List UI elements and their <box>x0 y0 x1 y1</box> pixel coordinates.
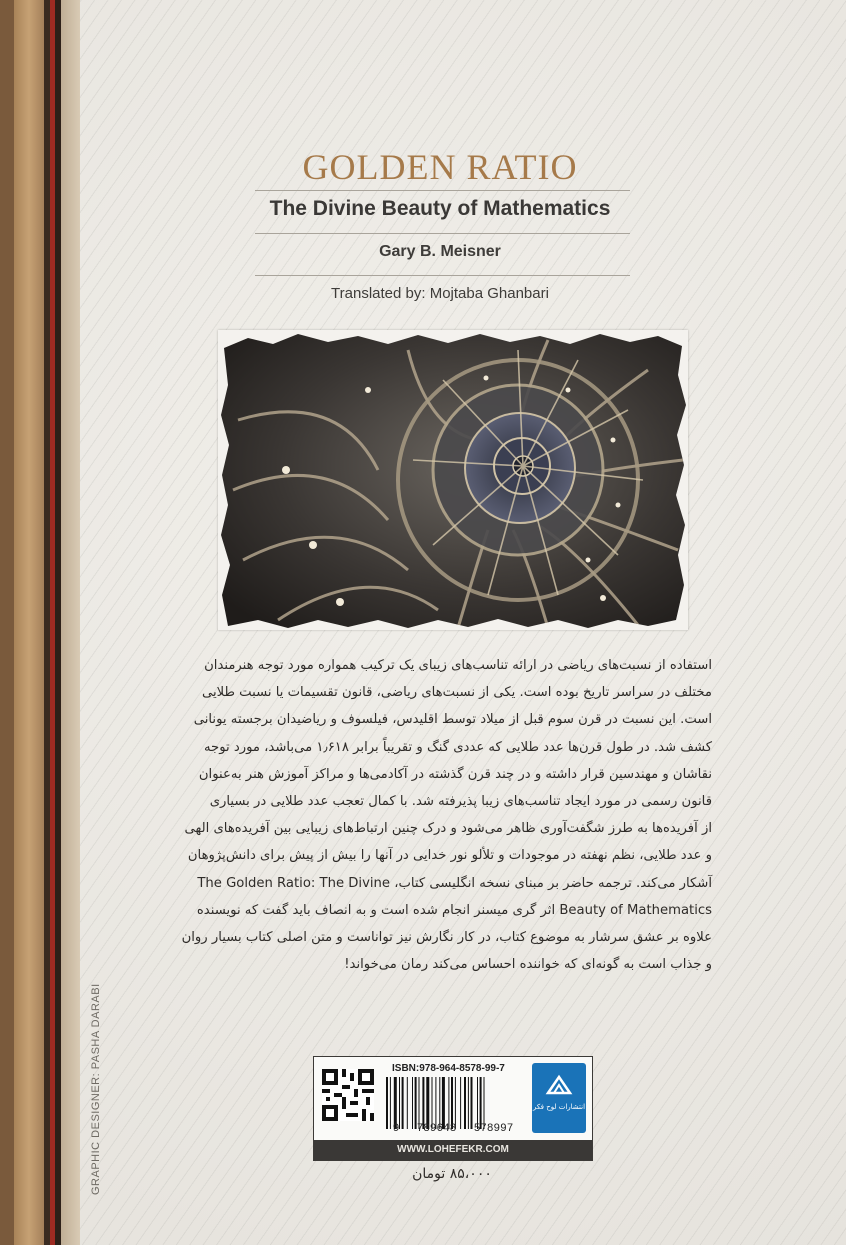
barcode-bar <box>412 1077 413 1129</box>
isbn-label: ISBN:978-964-8578-99-7 <box>392 1063 505 1074</box>
barcode-digit-group: 9 <box>392 1123 400 1135</box>
barcode-bar <box>468 1077 469 1129</box>
barcode-bar <box>407 1077 408 1129</box>
publisher-website: WWW.LOHEFEKR.COM <box>314 1140 592 1160</box>
nautilus-shell-image <box>218 330 688 630</box>
qr-code-icon <box>322 1069 374 1121</box>
description-line: استفاده از نسبت‌های ریاضی در ارائه تناسب‌های زیبای یک ترکیب همواره مورد توجه هنرمندان <box>204 658 712 673</box>
barcode-bar <box>399 1077 400 1129</box>
barcode-bar <box>422 1077 424 1129</box>
barcode-bar <box>448 1077 449 1129</box>
book-description <box>150 652 712 978</box>
barcode-number <box>384 1123 522 1135</box>
description-line: آشکار می‌کند. ترجمه حاضر بر مبنای نسخه انگلیسی کتاب، The Golden Ratio: The Divine <box>197 875 712 891</box>
barcode-bar <box>394 1077 397 1129</box>
barcode-digit-group: 789648 <box>416 1123 457 1135</box>
description-line: قانون رسمی در مورد ایجاد تناسب‌های زیبا پذیرفته شد. با کمال تعجب عدد طلایی در بسیاری <box>209 794 712 810</box>
barcode-digit-group: 578997 <box>473 1123 514 1135</box>
description-line: و جذاب است به گونه‌ای که خواننده احساس می‌کند رمان می‌خواند! <box>344 957 712 973</box>
barcode-bar <box>451 1077 453 1129</box>
book-subtitle: The Divine Beauty of Mathematics <box>269 197 611 220</box>
barcode-bar <box>390 1077 391 1129</box>
divider <box>255 190 630 191</box>
barcode-bar <box>386 1077 388 1129</box>
author-name: Gary B. Meisner <box>379 243 501 260</box>
book-spine <box>0 0 80 1245</box>
barcode-bar <box>402 1077 404 1129</box>
description-line: نقاشان و مهندسین قرار داشته و در چند قرن گذشته در آکادمی‌ها و مراکز آموزش هنر به‌عنوان <box>198 766 712 782</box>
description-line: است. این نسبت در قرن سوم قبل از میلاد توسط اقلیدس، فیلسوف و ریاضیدان برجسته یونانی <box>193 712 712 728</box>
barcode-bar <box>460 1077 461 1129</box>
barcode-bar <box>426 1077 429 1129</box>
barcode-bar <box>480 1077 482 1129</box>
barcode-bar <box>432 1077 433 1129</box>
barcode-bar <box>435 1077 436 1129</box>
barcode-bar <box>455 1077 456 1129</box>
barcode-panel <box>313 1056 593 1161</box>
divider <box>255 275 630 276</box>
barcode-bar <box>442 1077 445 1129</box>
divider <box>255 233 630 234</box>
description-line: مختلف در سراسر تاریخ بوده است. یکی از نسبت‌های ریاضی، قانون تقسیمات یا نسبت طلایی <box>201 685 712 701</box>
publisher-name: انتشارات لوح فکر <box>532 1103 586 1111</box>
description-line: و عدد طلایی، نظم نهفته در موجودات و تلألو نور خدایی در آنها را بیش از پیش برای دانش‌پژوهان <box>187 848 712 864</box>
spine-band <box>0 0 14 1245</box>
price-label: ۸۵،۰۰۰ تومان <box>412 1166 492 1182</box>
barcode-bar <box>415 1077 417 1129</box>
barcode-bar <box>439 1077 440 1129</box>
barcode-bar <box>419 1077 420 1129</box>
spine-band <box>14 0 44 1245</box>
description-line: از آفریده‌ها به طرز شگفت‌آوری ظاهر می‌شود و درک چنین ارتباط‌های زیبایی بین آفریده‌های الهی <box>184 821 712 837</box>
description-line: کشف شد. در طول قرن‌ها عدد طلایی که عددی گنگ و تقریباً برابر ۱٫۶۱۸ می‌باشد، مورد توجه <box>203 739 712 755</box>
designer-credit: GRAPHIC DESIGNER: PASHA DARABI <box>90 983 102 1195</box>
publisher-mark-icon <box>544 1071 574 1101</box>
barcode-bar <box>484 1077 485 1129</box>
description-line: Beauty of Mathematics اثر گری میسنر انجام شده است و به انصاف باید گفت که نویسنده <box>196 902 712 918</box>
description-line: علاوه بر عشق سرشار به موضوع کتاب، در کار نگارش نیز تواناست و متن اصلی کتاب بسیار روان <box>181 930 712 946</box>
book-title: GOLDEN RATIO <box>302 147 578 187</box>
barcode-bar <box>477 1077 478 1129</box>
translator-credit: Translated by: Mojtaba Ghanbari <box>331 285 549 302</box>
publisher-logo <box>532 1063 586 1133</box>
barcode-icon <box>384 1077 522 1129</box>
barcode-bar <box>464 1077 466 1129</box>
spine-band <box>61 0 80 1245</box>
barcode-bar <box>471 1077 473 1129</box>
